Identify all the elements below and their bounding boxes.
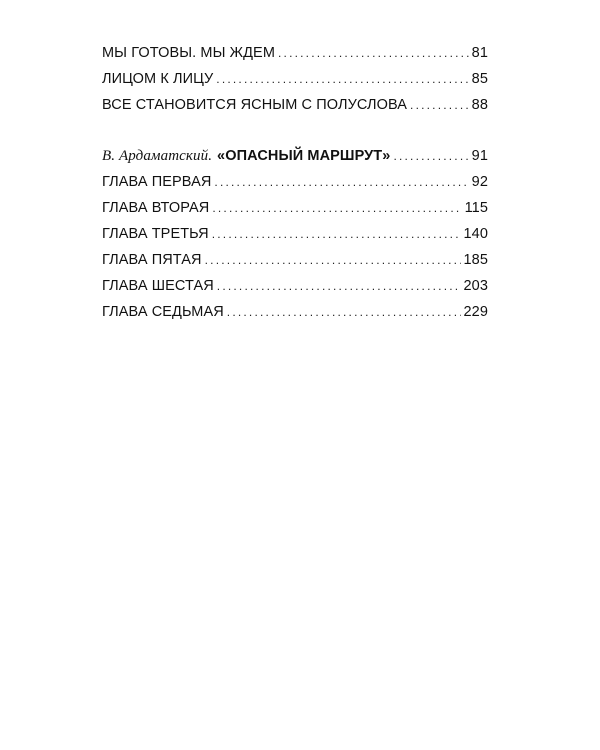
toc-entry-title: МЫ ГОТОВЫ. МЫ ЖДЕМ [102,45,276,61]
toc-entry [102,169,488,195]
toc-entry-page: 140 [463,226,488,242]
dot-leader [278,40,469,66]
dot-leader [214,169,468,195]
dot-leader [410,92,469,118]
dot-leader [227,299,461,325]
toc-entry [102,40,488,66]
toc-group-previous [102,40,488,118]
toc-entry-title: ГЛАВА ПЯТАЯ [102,252,202,268]
toc-entry [102,273,488,299]
toc-entry-page: 92 [471,174,488,190]
toc-entry-page: 203 [463,278,488,294]
toc-entry-page: 88 [471,97,488,113]
toc-entry-page: 81 [471,45,488,61]
toc-entry-title: ГЛАВА ПЕРВАЯ [102,174,212,190]
toc-entry [102,195,488,221]
toc-entry [102,299,488,325]
toc-entry-page: 115 [464,200,488,216]
toc-entry-page: 91 [471,148,488,164]
toc-entry-title: ВСЕ СТАНОВИТСЯ ЯСНЫМ С ПОЛУСЛОВА [102,97,408,113]
dot-leader [216,66,468,92]
dot-leader [217,273,461,299]
section-heading [102,143,390,169]
toc-entry-page: 85 [471,71,488,87]
toc-entry-title: ГЛАВА СЕДЬМАЯ [102,304,224,320]
toc-entry [102,221,488,247]
toc-entry [102,66,488,92]
dot-leader [212,221,461,247]
toc-entry-title: ГЛАВА ШЕСТАЯ [102,278,214,294]
toc-entry-title: ГЛАВА ТРЕТЬЯ [102,226,209,242]
toc-entry [102,92,488,118]
toc-entry-page: 229 [463,304,488,320]
table-of-contents [102,40,488,325]
dot-leader [393,143,468,169]
section-author: В. Ардаматский. [102,148,213,164]
toc-entry-page: 185 [463,252,488,268]
toc-entry [102,247,488,273]
toc-section-heading [102,143,488,169]
toc-entry-title: ЛИЦОМ К ЛИЦУ [102,71,214,87]
toc-entry-title: ГЛАВА ВТОРАЯ [102,200,210,216]
dot-leader [205,247,461,273]
dot-leader [212,195,461,221]
toc-group-dangerous-route [102,143,488,325]
section-title: «ОПАСНЫЙ МАРШРУТ» [217,148,391,164]
